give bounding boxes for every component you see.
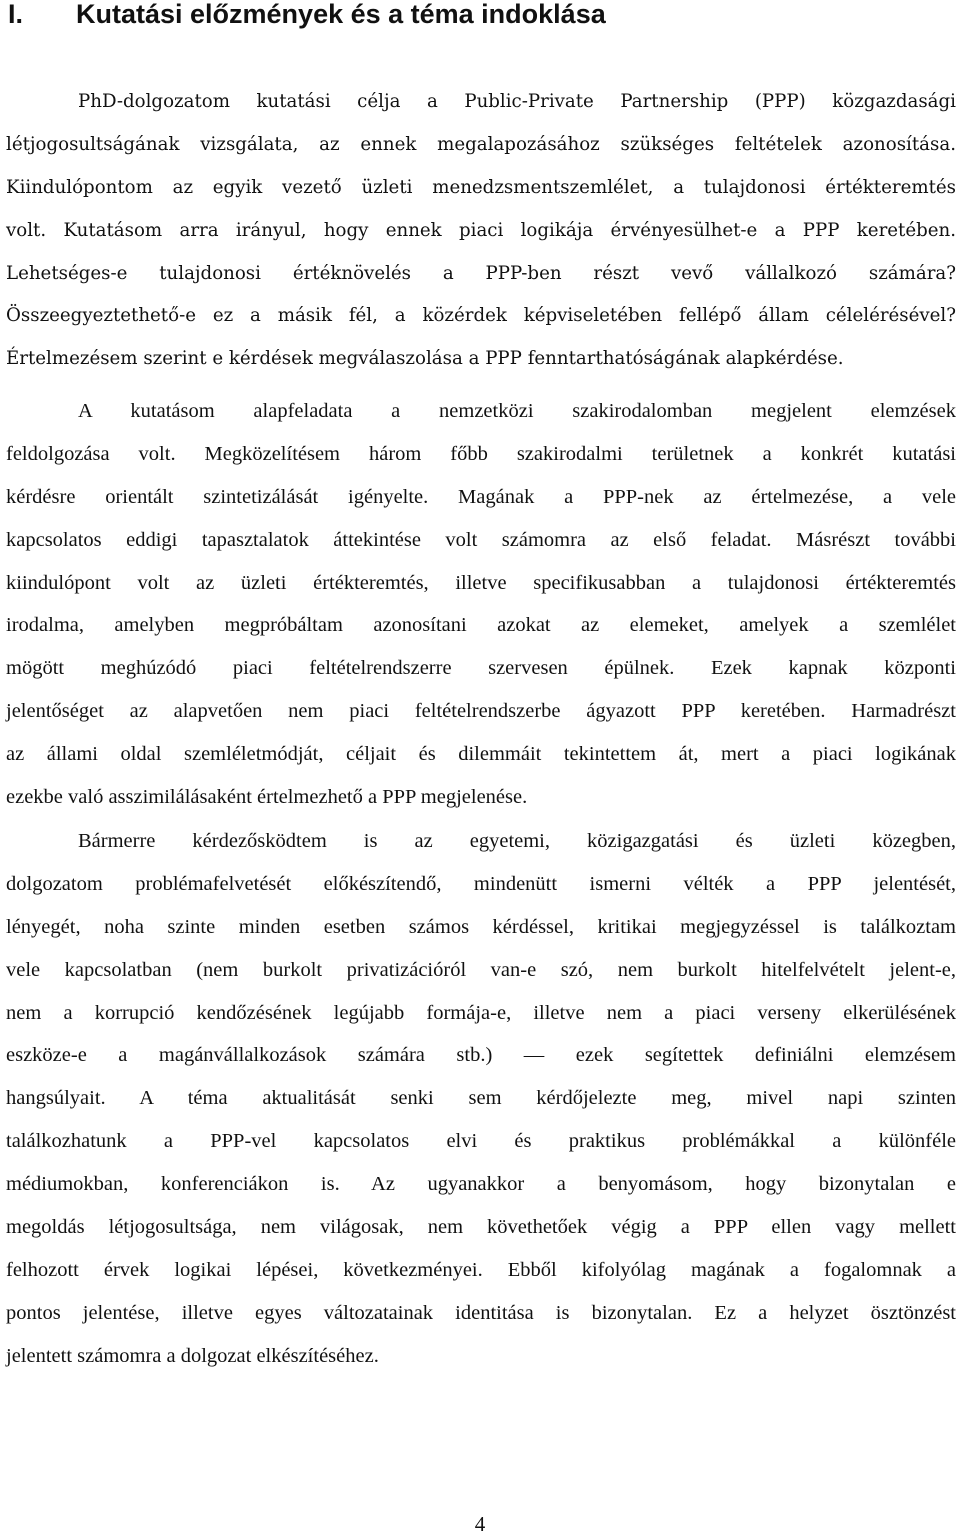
text-line: hangsúlyait. A téma aktualitását senki sem kérdőjelezte meg, mivel napi szinten — [6, 1087, 956, 1110]
text-line: A kutatásom alapfeladata a nemzetközi szakirodalomban megjelent elemzések — [78, 400, 956, 422]
text-line: jelentett számomra a dolgozat elkészítéséhez. — [6, 1344, 379, 1367]
text-line: találkozhatunk a PPP-vel kapcsolatos elvi és praktikus problémákkal a különféle — [6, 1130, 956, 1153]
text-line: Lehetséges-e tulajdonosi értéknövelés a PPP-ben részt vevő vállalkozó számára? — [6, 262, 956, 284]
text-line: kérdésre orientált szintetizálását igényelte. Magának a PPP-nek az értelmezése, a vele — [6, 485, 956, 508]
text-line: ezekbe való asszimilálásaként értelmezhető a PPP megjelenése. — [6, 786, 528, 809]
paragraph-3 — [6, 820, 956, 1378]
text-line: létjogosultságának vizsgálata, az ennek megalapozásához szükséges feltételek azonosítása. — [6, 133, 956, 155]
text-line: kiindulópont volt az üzleti értékteremtés, illetve specifikusabban a tulajdonosi értékteremtés — [6, 571, 956, 594]
paragraph-2 — [6, 390, 956, 819]
text-line: nem a korrupció kendőzésének legújabb formája-e, illetve nem a piaci verseny elkerülésének — [6, 1001, 956, 1024]
text-line: jelentőséget az alapvetően nem piaci feltételrendszerbe ágyazott PPP keretében. Harmadrészt — [6, 700, 956, 723]
text-line: PhD-dolgozatom kutatási célja a Public-Private Partnership (PPP) közgazdasági — [78, 91, 956, 112]
text-line: kapcsolatos eddigi tapasztalatok áttekintése volt számomra az első feladat. Másrészt további — [6, 528, 956, 551]
text-line: volt. Kutatásom arra irányul, hogy ennek piaci logikája érvényesülhet-e a PPP keretében. — [6, 219, 956, 241]
text-line: feldolgozása volt. Megközelítésem három főbb szakirodalmi területnek a konkrét kutatási — [6, 442, 956, 465]
text-line: Kiindulópontom az egyik vezető üzleti menedzsmentszemlélet, a tulajdonosi értékteremtés — [6, 176, 956, 198]
text-line: lényegét, noha szinte minden esetben számos kérdéssel, kritikai megjegyzéssel is találkoztam — [6, 915, 956, 938]
text-line: irodalma, amelyben megpróbáltam azonosítani azokat az elemeket, amelyek a szemlélet — [6, 614, 956, 637]
section-title: Kutatási előzmények és a téma indoklása — [76, 0, 606, 29]
section-number: I. — [8, 0, 24, 29]
text-line: Összeegyeztethető-e ez a másik fél, a közérdek képviseletében fellépő állam célelérésével? — [6, 305, 956, 327]
text-line: mögött meghúzódó piaci feltételrendszerre szervesen épülnek. Ezek kapnak központi — [6, 657, 956, 680]
page-number: 4 — [474, 1512, 486, 1536]
text-line: pontos jelentése, illetve egyes változatainak identitása is bizonytalan. Ez a helyzet ösztönzést — [6, 1301, 956, 1324]
text-line: dolgozatom problémafelvetését előkészítendő, mindenütt ismerni vélték a PPP jelentését, — [6, 872, 956, 895]
text-line: eszköze-e a magánvállalkozások számára stb.) — ezek segítettek definiálni elemzésem — [6, 1044, 956, 1067]
text-line: Értelmezésem szerint e kérdések megválaszolása a PPP fenntarthatóságának alapkérdése. — [6, 348, 844, 370]
text-line: felhozott érvek logikai lépései, következményei. Ebből kifolyólag magának a fogalomnak a — [6, 1258, 956, 1281]
text-line: vele kapcsolatban (nem burkolt privatizációról van-e szó, nem burkolt hitelfelvételt jelent-e, — [6, 958, 956, 981]
text-line: Bármerre kérdezősködtem is az egyetemi, közigazgatási és üzleti közegben, — [78, 830, 956, 852]
text-line: az állami oldal szemléletmódját, céljait és dilemmáit tekintettem át, mert a piaci logikának — [6, 743, 956, 766]
paragraph-1 — [6, 81, 956, 381]
text-line: médiumokban, konferenciákon is. Az ugyanakkor a benyomásom, hogy bizonytalan e — [6, 1173, 956, 1196]
text-line: megoldás létjogosultsága, nem világosak, nem követhetőek végig a PPP ellen vagy mellett — [6, 1216, 956, 1239]
section-heading — [8, 0, 606, 32]
